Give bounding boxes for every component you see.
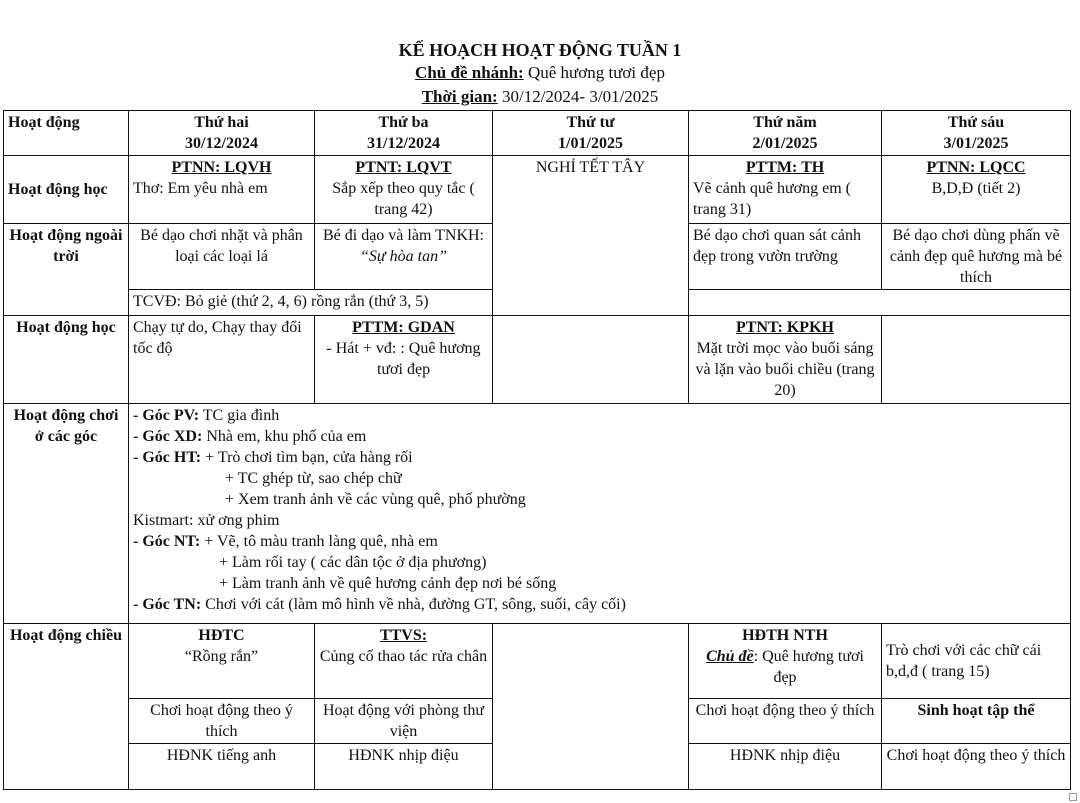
afternoon-mon-3: HĐNK tiếng anh — [129, 744, 315, 790]
afternoon-wed — [493, 624, 689, 790]
afternoon-mon-2: Chơi hoạt động theo ý thích — [129, 699, 315, 744]
row-label-learning2: Hoạt động học — [4, 316, 129, 404]
activity-header: Hoạt động — [4, 111, 129, 156]
outdoor-games-fill — [689, 290, 1071, 316]
outdoor-thu: Bé dạo chơi quan sát cảnh đẹp trong vườn trường — [689, 224, 882, 290]
corners-row — [4, 404, 1071, 624]
afternoon-row-1 — [4, 624, 1071, 699]
afternoon-tue-2: Hoạt động với phòng thư viện — [315, 699, 493, 744]
afternoon-fri-2: Sinh hoạt tập thể — [882, 699, 1071, 744]
time-value: 30/12/2024- 3/01/2025 — [497, 87, 659, 106]
learning-row — [4, 156, 1071, 224]
learning2-tue: PTTM: GDAN - Hát + vđ: : Quê hương tươi đẹp — [315, 316, 493, 404]
afternoon-tue-1: TTVS: Củng cố thao tác rửa chân — [315, 624, 493, 699]
afternoon-thu-2: Chơi hoạt động theo ý thích — [689, 699, 882, 744]
row-label-outdoor: Hoạt động ngoài trời — [4, 224, 129, 316]
afternoon-tue-3: HĐNK nhịp điệu — [315, 744, 493, 790]
learning2-thu: PTNT: KPKH Mặt trời mọc vào buổi sáng và lặn vào buổi chiều (trang 20) — [689, 316, 882, 404]
learning-wed-holiday: NGHỈ TẾT TÂY — [493, 156, 689, 316]
outdoor-tue: Bé đi dạo và làm TNKH: “Sự hòa tan” — [315, 224, 493, 290]
corners-content: - Góc PV: TC gia đình - Góc XD: Nhà em, khu phố của em - Góc HT: + Trò chơi tìm bạn, cửa hàng rối + TC ghép từ, sao chép chữ + Xem tranh ảnh về các vùng quê, phố phường Kistmart: xử ơng phim - Góc NT: + Vẽ, tô màu tranh làng quê, nhà em + Làm rối tay ( các dân tộc ở địa phương) + Làm tranh ảnh về quê hương cảnh đẹp nơi bé sống - Góc TN: Chơi với cát (làm mô hình về nhà, đường GT, sông, suối, cây cối) — [129, 404, 1071, 624]
day-header-mon: Thứ hai 30/12/2024 — [129, 111, 315, 156]
day-header-fri: Thứ sáu 3/01/2025 — [882, 111, 1071, 156]
row-label-afternoon: Hoạt động chiều — [4, 624, 129, 790]
plan-title: KẾ HOẠCH HOẠT ĐỘNG TUẦN 1 — [398, 40, 682, 60]
subtheme-line — [0, 63, 1080, 83]
learning-thu: PTTM: TH Vẽ cảnh quê hương em ( trang 31) — [689, 156, 882, 224]
learning2-row — [4, 316, 1071, 404]
subtheme-value: Quê hương tươi đẹp — [523, 63, 665, 82]
day-header-tue: Thứ ba 31/12/2024 — [315, 111, 493, 156]
learning-mon: PTNN: LQVH Thơ: Em yêu nhà em — [129, 156, 315, 224]
weekly-plan-table — [3, 110, 1071, 790]
header-row — [4, 111, 1071, 156]
outdoor-fri: Bé dạo chơi dùng phấn vẽ cảnh đẹp quê hương mà bé thích — [882, 224, 1071, 290]
subtheme-label: Chủ đề nhánh: — [415, 63, 524, 82]
day-header-wed: Thứ tư 1/01/2025 — [493, 111, 689, 156]
row-label-corners: Hoạt động chơi ở các góc — [4, 404, 129, 624]
afternoon-fri-3: Chơi hoạt động theo ý thích — [882, 744, 1071, 790]
afternoon-thu-3: HĐNK nhịp điệu — [689, 744, 882, 790]
time-label: Thời gian: — [421, 87, 498, 106]
afternoon-mon-1: HĐTC “Rồng rắn” — [129, 624, 315, 699]
afternoon-thu-1: HĐTH NTH Chủ đề: Quê hương tươi đẹp — [689, 624, 882, 699]
resize-corner-icon — [1069, 793, 1077, 801]
learning2-fri — [882, 316, 1071, 404]
outdoor-mon: Bé dạo chơi nhặt và phân loại các loại lá — [129, 224, 315, 290]
learning-tue: PTNT: LQVT Sắp xếp theo quy tắc ( trang 42) — [315, 156, 493, 224]
day-header-thu: Thứ năm 2/01/2025 — [689, 111, 882, 156]
afternoon-fri-1: Trò chơi với các chữ cái b,d,đ ( trang 15) — [882, 624, 1071, 699]
outdoor-games: TCVĐ: Bỏ giẻ (thứ 2, 4, 6) rồng rắn (thứ 3, 5) — [129, 290, 493, 316]
learning-fri: PTNN: LQCC B,D,Đ (tiết 2) — [882, 156, 1071, 224]
learning2-mon: Chạy tự do, Chạy thay đổi tốc độ — [129, 316, 315, 404]
time-line — [0, 87, 1080, 107]
learning2-wed — [493, 316, 689, 404]
row-label-learning: Hoạt động học — [4, 156, 129, 224]
